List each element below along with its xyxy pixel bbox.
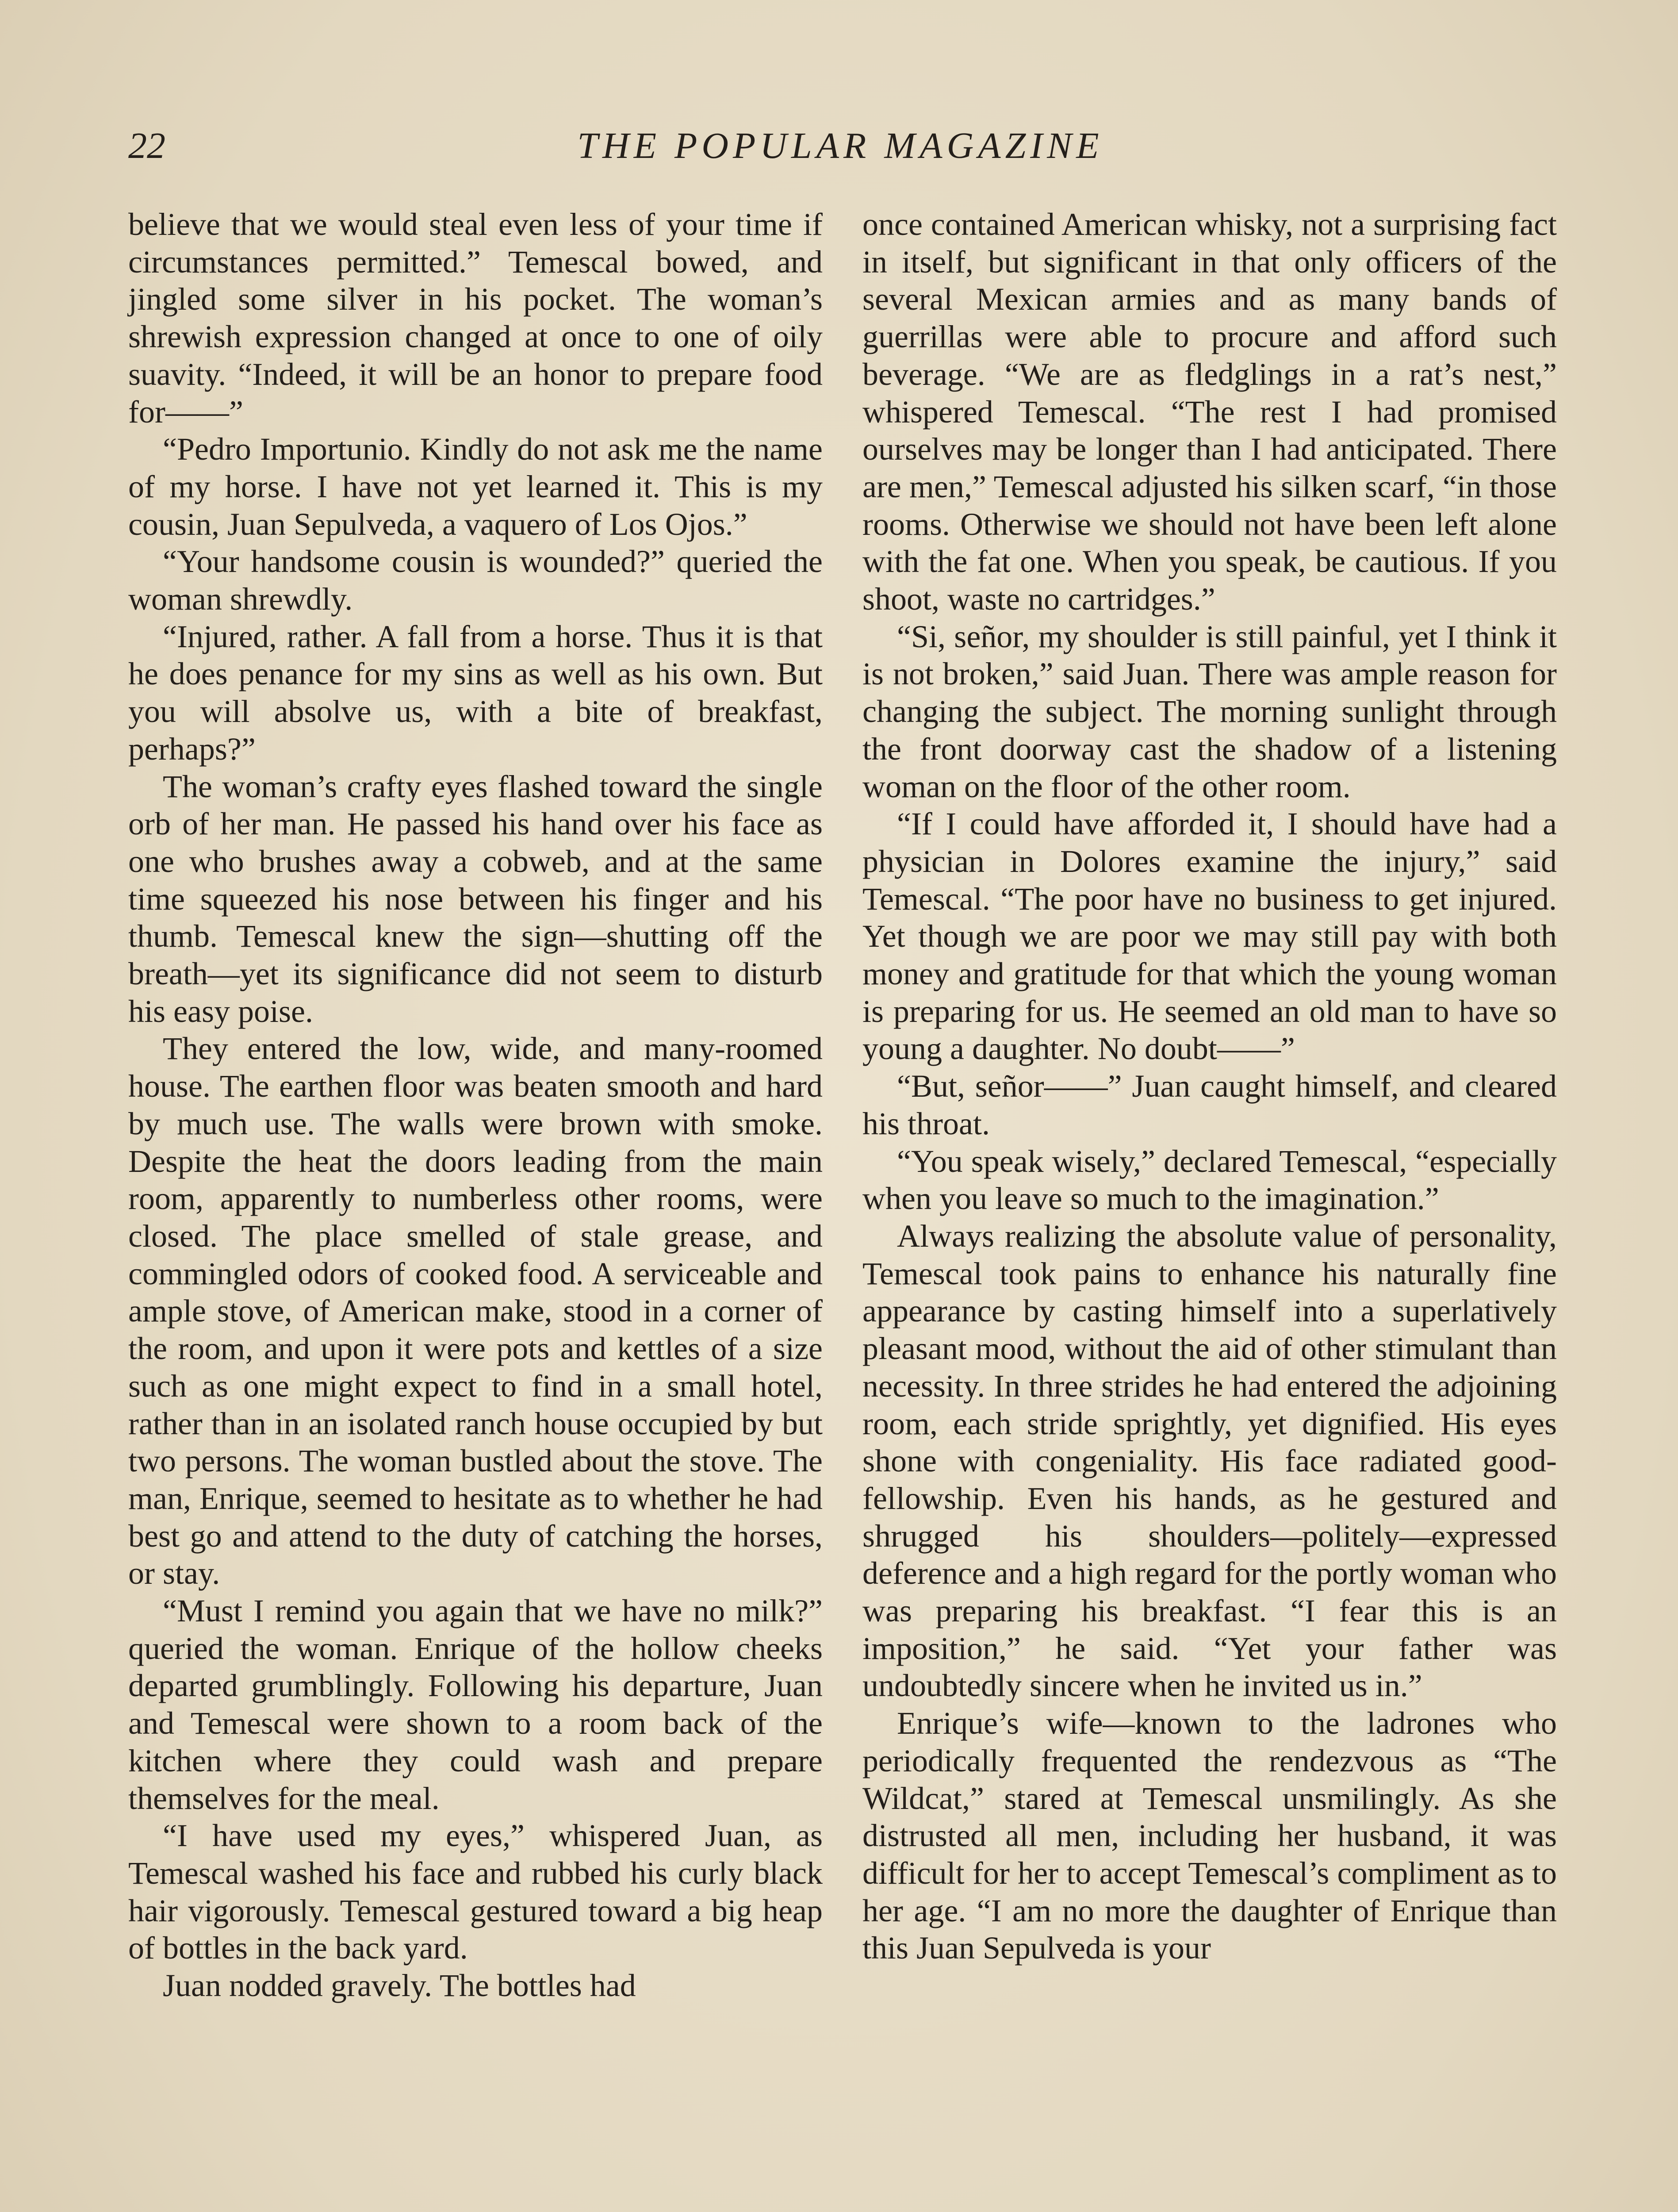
paragraph: “I have used my eyes,” whispered Juan, as Temescal washed his face and rubbed his curly black hair vigorously. Temescal gestured toward a big heap of bottles in the back yard. bbox=[128, 1818, 823, 1966]
paragraph: Always realizing the absolute value of personality, Temescal took pains to enhance his naturally fine appearance by casting himself into a superlatively pleasant mood, without the aid of other stimulant than necessity. In three strides he had entered the adjoining room, each stride sprightly, yet dignified. His eyes shone with congeniality. His face radiated good-fellowship. Even his hands, as he gestured and shrugged his shoulders—politely—expressed deference and a high regard for the portly woman who was preparing his breakfast. “I fear this is an imposition,” he said. “Yet your father was undoubtedly sincere when he invited us in.” bbox=[862, 1218, 1557, 1704]
paragraph: “But, señor——” Juan caught himself, and cleared his throat. bbox=[862, 1068, 1557, 1141]
paragraph: The woman’s crafty eyes flashed toward the single orb of her man. He passed his hand over his face as one who brushes away a cobweb, and at the same time squeezed his nose between his finger and his thumb. Temescal knew the sign—shutting off the breath—yet its significance did not seem to disturb his easy poise. bbox=[128, 768, 823, 1029]
page-header bbox=[128, 119, 1552, 173]
paragraph: believe that we would steal even less of your time if circumstances permitted.” Temescal bowed, and jingled some silver in his pocket. The woman’s shrewish expression changed at once to one of oily suavity. “Indeed, it will be an honor to prepare food for——” bbox=[128, 207, 823, 430]
paragraph: “If I could have afforded it, I should have had a physician in Dolores examine the injury,” said Temescal. “The poor have no business to get injured. Yet though we are poor we may still pay with both money and gratitude for that which the young woman is preparing for us. He seemed an old man to have so young a daughter. No doubt——” bbox=[862, 806, 1557, 1067]
paragraph: once contained American whisky, not a surprising fact in itself, but significant in that only officers of the several Mexican armies and as many bands of guerrillas were able to procure and afford such beverage. “We are as fledglings in a rat’s nest,” whispered Temescal. “The rest I had promised ourselves may be longer than I had anticipated. There are men,” Temescal adjusted his silken scarf, “in those rooms. Otherwise we should not have been left alone with the fat one. When you speak, be cautious. If you shoot, waste no cartridges.” bbox=[862, 207, 1557, 617]
paragraph: “Pedro Importunio. Kindly do not ask me the name of my horse. I have not yet learned it. This is my cousin, Juan Sepulveda, a vaquero of Los Ojos.” bbox=[128, 431, 823, 542]
paragraph: Juan nodded gravely. The bottles had bbox=[163, 1968, 636, 2004]
paragraph: “Injured, rather. A fall from a horse. Thus it is that he does penance for my sins as well as his own. But you will absolve us, with a bite of breakfast, perhaps?” bbox=[128, 618, 823, 767]
running-title: THE POPULAR MAGAZINE bbox=[577, 125, 1103, 166]
paragraph: “Must I remind you again that we have no milk?” queried the woman. Enrique of the hollow cheeks departed grumblingly. Following his departure, Juan and Temescal were shown to a room back of the kitchen where they could wash and prepare themselves for the meal. bbox=[128, 1593, 823, 1816]
left-text-column bbox=[128, 206, 823, 2005]
paragraph: “You speak wisely,” declared Temescal, “especially when you leave so much to the imagination.” bbox=[862, 1143, 1557, 1217]
paragraph: Enrique’s wife—known to the ladrones who periodically frequented the rendezvous as “The Wildcat,” stared at Temescal unsmilingly. As she distrusted all men, including her husband, it was difficult for her to accept Temescal’s compliment as to her age. “I am no more the daughter of Enrique than this Juan Sepulveda is your bbox=[862, 1705, 1557, 1966]
right-text-column bbox=[862, 206, 1557, 1967]
page-number: 22 bbox=[128, 125, 165, 166]
paragraph: “Si, señor, my shoulder is still painful, yet I think it is not broken,” said Juan. There was ample reason for changing the subject. The morning sunlight through the front doorway cast the shadow of a listening woman on the floor of the other room. bbox=[862, 618, 1557, 804]
paragraph: They entered the low, wide, and many-roomed house. The earthen floor was beaten smooth and hard by much use. The walls were brown with smoke. Despite the heat the doors leading from the main room, apparently to numberless other rooms, were closed. The place smelled of stale grease, and commingled odors of cooked food. A serviceable and ample stove, of American make, stood in a corner of the room, and upon it were pots and kettles of a size such as one might expect to find in a small hotel, rather than in an isolated ranch house occupied by but two persons. The woman bustled about the stove. The man, Enrique, seemed to hesitate as to whether he had best go and attend to the duty of catching the horses, or stay. bbox=[128, 1031, 823, 1591]
paragraph: “Your handsome cousin is wounded?” queried the woman shrewdly. bbox=[128, 544, 823, 617]
